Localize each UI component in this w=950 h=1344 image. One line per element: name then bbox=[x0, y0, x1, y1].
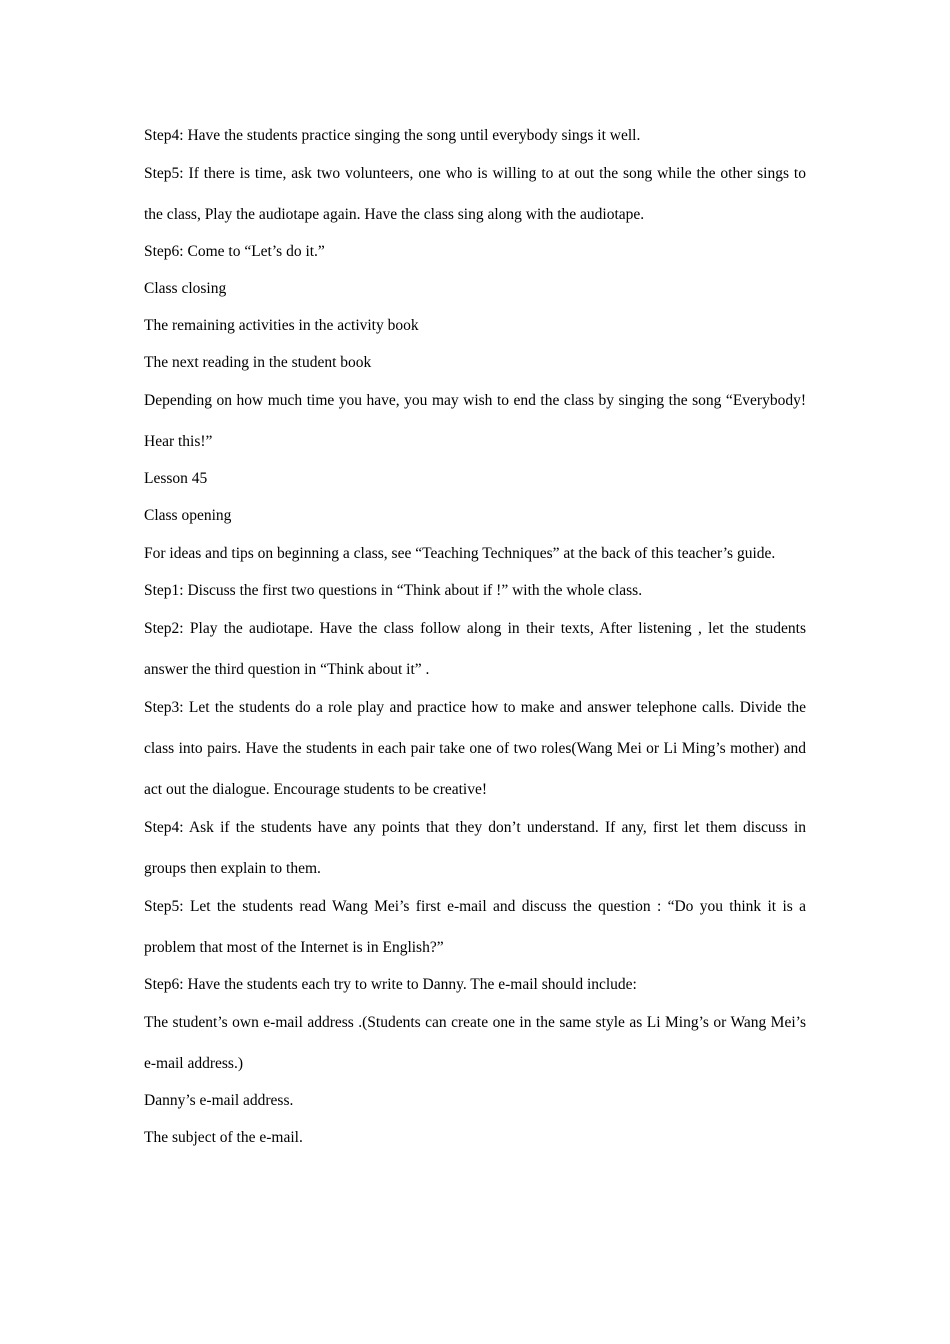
document-body bbox=[144, 124, 806, 1163]
paragraph-email-subject: The subject of the e-mail. bbox=[144, 1129, 303, 1146]
paragraph-step6-write-danny: Step6: Have the students each try to write to Danny. The e-mail should include: bbox=[144, 976, 637, 993]
paragraph-dannys-email: Danny’s e-mail address. bbox=[144, 1092, 294, 1109]
paragraph-step6-lets-do-it: Step6: Come to “Let’s do it.” bbox=[144, 243, 325, 260]
paragraph-step1-discuss: Step1: Discuss the first two questions in “Think about if !” with the whole class. bbox=[144, 582, 643, 599]
heading-lesson-45: Lesson 45 bbox=[144, 470, 208, 487]
paragraph-remaining-activities: The remaining activities in the activity book bbox=[144, 317, 419, 334]
paragraph-end-class-song: Depending on how much time you have, you may wish to end the class by singing the song “Everybody! Hear this!” bbox=[144, 392, 806, 450]
paragraph-next-reading: The next reading in the student book bbox=[144, 354, 372, 371]
paragraph-step3-role-play: Step3: Let the students do a role play and practice how to make and answer telephone calls. Divide the class into pairs. Have the students in each pair take one of two roles(Wang Mei or Li Ming’s mother) and act out the dialogue. Encourage students to be creative! bbox=[144, 699, 806, 798]
paragraph-step4-practice: Step4: Have the students practice singing the song until everybody sings it well. bbox=[144, 127, 641, 144]
heading-class-closing: Class closing bbox=[144, 280, 227, 297]
paragraph-teaching-techniques: For ideas and tips on beginning a class, see “Teaching Techniques” at the back of this teacher’s guide. bbox=[144, 545, 776, 562]
heading-class-opening: Class opening bbox=[144, 507, 232, 524]
paragraph-step5-email: Step5: Let the students read Wang Mei’s first e-mail and discuss the question : “Do you think it is a problem that most of the Internet is in English?” bbox=[144, 898, 806, 956]
paragraph-step2-audiotape: Step2: Play the audiotape. Have the class follow along in their texts, After listening , let the students answer the third question in “Think about it” . bbox=[144, 620, 806, 678]
paragraph-own-email-address: The student’s own e-mail address .(Students can create one in the same style as Li Ming’s or Wang Mei’s e-mail address.) bbox=[144, 1014, 806, 1072]
paragraph-step5-volunteers: Step5: If there is time, ask two volunteers, one who is willing to at out the song while the other sings to the class, Play the audiotape again. Have the class sing along with the audiotape. bbox=[144, 165, 806, 223]
paragraph-step4-questions: Step4: Ask if the students have any points that they don’t understand. If any, first let them discuss in groups then explain to them. bbox=[144, 819, 806, 877]
